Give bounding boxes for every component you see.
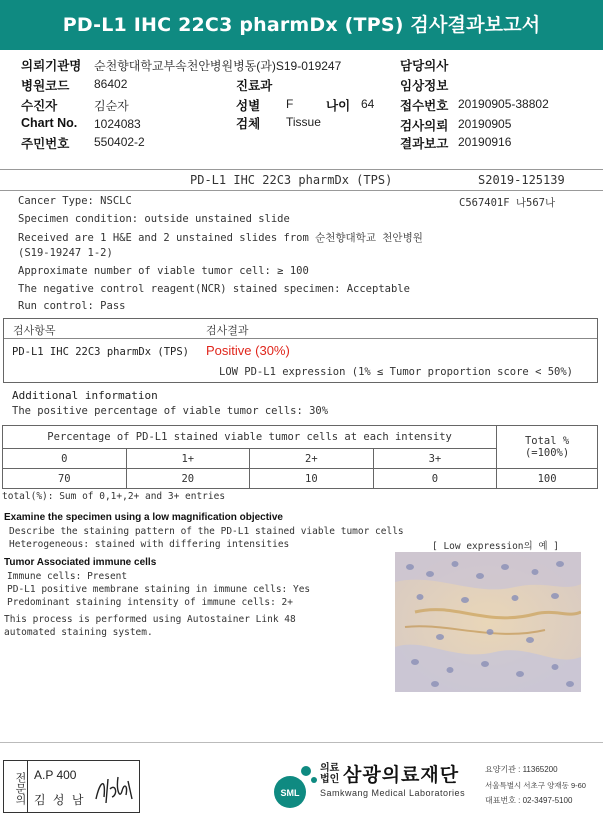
table-footnote: total(%): Sum of 0,1+,2+ and 3+ entries [2,491,226,502]
received-slides-line: Received are 1 H&E and 2 unstained slides from 순천향대학교 천안병원 [18,232,423,244]
age-label: 나이 [326,99,351,113]
total-header-cell [497,426,598,469]
sml-logo-icon [270,762,322,812]
level-2-value: 10 [250,469,374,489]
additional-info-text: The positive percentage of viable tumor cells: 30% [12,405,329,417]
immune-line-3: Predominant staining intensity of immune cells: 2+ [7,597,293,608]
level-0-header: 0 [3,449,127,469]
test-item-header: 검사항목 [13,325,56,337]
histology-image [395,552,581,692]
institution-value: 순천향대학교부속천안병원병동(과)S19-019247 [94,59,342,73]
logo-text: SML [280,788,300,798]
hospital-code-label: 병원코드 [21,79,70,93]
viable-tumor-cell-line: Approximate number of viable tumor cell: ≥ 100 [18,265,309,277]
intensity-table [2,425,598,489]
test-name-heading: PD-L1 IHC 22C3 pharmDx (TPS) [190,173,393,187]
examination-line-2: Heterogeneous: stained with differing intensities [9,539,290,550]
pathologist-stamp [3,760,140,813]
result-test-item: PD-L1 IHC 22C3 pharmDx (TPS) [12,346,190,358]
intensity-table-header: Percentage of PD-L1 stained viable tumor cells at each intensity [3,426,497,449]
examination-heading: Examine the specimen using a low magnification objective [4,512,283,523]
report-date-value: 20190916 [458,135,512,149]
report-number: S2019-125139 [478,173,565,187]
test-result-header: 검사결과 [206,325,249,337]
contact-address: 서울특별시 서초구 양재동 9-60 [485,781,586,790]
chart-no-value: 1024083 [94,117,141,131]
id-number-label: 주민번호 [21,137,70,151]
total-header: Total % [524,435,570,447]
examinee-label: 수진자 [21,99,58,113]
org-prefix-bottom: 법인 [320,774,340,785]
contact-institution-code: 요양기관 : 11365200 [485,765,558,774]
clinical-info-label: 임상정보 [400,79,449,93]
immune-line-1: Immune cells: Present [7,571,128,582]
sex-value: F [286,97,294,111]
hospital-code-value: 86402 [94,77,128,91]
level-3-header: 3+ [373,449,497,469]
run-control-line: Run control: Pass [18,300,126,312]
specimen-value: Tissue [286,115,321,129]
request-date-label: 검사의뢰 [400,119,449,133]
result-interpretation: LOW PD-L1 expression (1% ≤ Tumor proportion score < 50%) [219,366,574,378]
examinee-value: 김순자 [94,99,129,113]
examination-line-1: Describe the staining pattern of the PD-L1 stained viable tumor cells [9,526,404,537]
level-1-header: 1+ [126,449,250,469]
result-header-row [4,319,597,339]
sample-code: C567401F 나567나 [459,197,556,209]
specimen-label: 검체 [236,117,261,131]
org-prefix-top: 의료 [320,763,340,774]
chart-no-label: Chart No. [21,116,78,130]
report-header [0,169,603,191]
report-date-label: 결과보고 [400,137,449,151]
level-1-value: 20 [126,469,250,489]
level-2-header: 2+ [250,449,374,469]
image-caption: [ Low expression의 예 ] [432,541,560,552]
request-date-value: 20190905 [458,117,512,131]
sex-label: 성별 [236,99,261,113]
signature-image [92,769,136,807]
ncr-line: The negative control reagent(NCR) stained specimen: Acceptable [18,283,410,295]
level-3-value: 0 [373,469,497,489]
process-line-2: automated staining system. [4,627,153,638]
immune-cells-heading: Tumor Associated immune cells [4,557,157,568]
total-value: 100 [497,469,598,489]
specimen-condition-line: Specimen condition: outside unstained slide [18,213,290,225]
result-box [3,318,598,383]
org-name: 삼광의료재단 [343,765,460,786]
org-prefix [320,763,339,785]
age-value: 64 [361,97,375,111]
receipt-number-label: 접수번호 [400,99,449,113]
contact-phone: 대표번호 : 02-3497-5100 [485,796,573,805]
doctor-label: 담당의사 [400,59,449,73]
total-subheader: (=100%) [524,447,570,459]
level-0-value: 70 [3,469,127,489]
institution-label: 의뢰기관명 [21,59,82,73]
stamp-license: A.P 400 [34,768,77,782]
process-line-1: This process is performed using Autostainer Link 48 [4,614,296,625]
department-label: 진료과 [236,79,273,93]
result-value: Positive (30%) [206,343,290,358]
cancer-type-line: Cancer Type: NSCLC [18,195,132,207]
immune-line-2: PD-L1 positive membrane staining in immune cells: Yes [7,584,311,595]
id-number-value: 550402-2 [94,135,145,149]
slide-id-line: (S19-19247 1-2) [18,247,113,259]
org-english-name: Samkwang Medical Laboratories [320,788,466,798]
additional-info-heading: Additional information [12,389,158,402]
report-title: PD-L1 IHC 22C3 pharmDx (TPS) 검사결과보고서 [0,0,603,50]
receipt-number-value: 20190905-38802 [458,97,549,111]
stamp-name: 김 성 남 [34,793,86,807]
stamp-label: 전문의 [4,761,28,812]
